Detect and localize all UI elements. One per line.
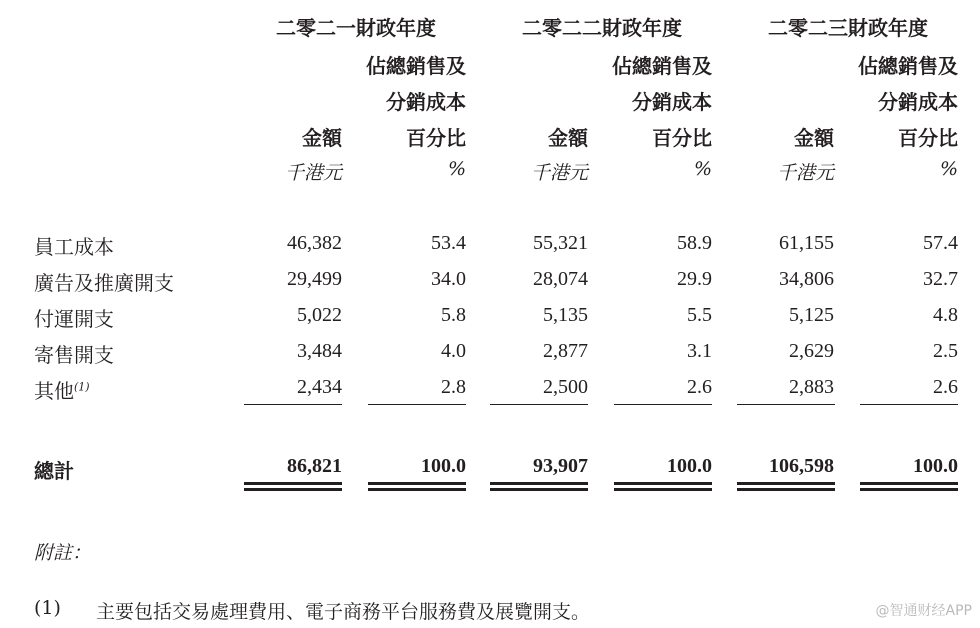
watermark: @智通财经APP	[875, 603, 972, 619]
pct-header-line2: 分銷成本	[632, 90, 712, 114]
pct-header-line1: 佔總銷售及	[858, 54, 958, 78]
notes-heading: 附註：	[34, 542, 92, 564]
unit-amount: 千港元	[776, 162, 834, 184]
total-amount-2023: 106,598	[769, 455, 834, 477]
cell-amount-2023: 2,883	[789, 376, 834, 398]
cell-pct-2022: 58.9	[677, 232, 712, 254]
cell-pct-2023: 57.4	[923, 232, 958, 254]
note-text: 主要包括交易處理費用、電子商務平台服務費及展覽開支。	[96, 601, 591, 623]
unit-amount: 千港元	[284, 162, 342, 184]
row-label: 寄售開支	[34, 343, 114, 367]
row-label: 廣告及推廣開支	[34, 271, 174, 295]
cell-pct-2022: 2.6	[687, 376, 712, 398]
pct-header-line1: 佔總銷售及	[366, 54, 466, 78]
unit-pct: %	[939, 158, 958, 180]
cell-pct-2022: 5.5	[687, 304, 712, 326]
total-pct-2023: 100.0	[913, 455, 958, 477]
cell-amount-2022: 28,074	[533, 268, 588, 290]
unit-pct: %	[693, 158, 712, 180]
pct-header-line3: 百分比	[406, 126, 466, 150]
cell-pct-2023: 32.7	[923, 268, 958, 290]
cell-amount-2021: 2,434	[297, 376, 342, 398]
cell-pct-2021: 4.0	[441, 340, 466, 362]
cell-amount-2021: 46,382	[287, 232, 342, 254]
subtotal-rule	[737, 404, 835, 405]
subtotal-rule	[368, 404, 466, 405]
total-pct-2022: 100.0	[667, 455, 712, 477]
cell-amount-2021: 29,499	[287, 268, 342, 290]
total-amount-2022: 93,907	[533, 455, 588, 477]
subtotal-rule	[860, 404, 958, 405]
cell-pct-2023: 4.8	[933, 304, 958, 326]
year-header-2023: 二零二三財政年度	[768, 16, 928, 40]
year-header-2022: 二零二二財政年度	[522, 16, 682, 40]
pct-header-line1: 佔總銷售及	[612, 54, 712, 78]
cell-amount-2021: 3,484	[297, 340, 342, 362]
total-double-rule	[244, 482, 342, 491]
unit-pct: %	[447, 158, 466, 180]
amount-header: 金額	[794, 126, 834, 150]
subtotal-rule	[614, 404, 712, 405]
cell-amount-2021: 5,022	[297, 304, 342, 326]
note-marker: (1)	[34, 597, 61, 619]
pct-header-line2: 分銷成本	[386, 90, 466, 114]
total-amount-2021: 86,821	[287, 455, 342, 477]
cell-amount-2023: 34,806	[779, 268, 834, 290]
subtotal-rule	[244, 404, 342, 405]
pct-header-line3: 百分比	[898, 126, 958, 150]
footnote-marker: (1)	[74, 380, 90, 394]
unit-amount: 千港元	[530, 162, 588, 184]
cell-amount-2023: 5,125	[789, 304, 834, 326]
total-double-rule	[860, 482, 958, 491]
total-pct-2021: 100.0	[421, 455, 466, 477]
cell-pct-2022: 3.1	[687, 340, 712, 362]
cell-amount-2022: 5,135	[543, 304, 588, 326]
row-label: 員工成本	[34, 235, 114, 259]
cell-pct-2023: 2.5	[933, 340, 958, 362]
row-label: 付運開支	[34, 307, 114, 331]
cell-pct-2022: 29.9	[677, 268, 712, 290]
cell-pct-2021: 5.8	[441, 304, 466, 326]
year-header-2021: 二零二一財政年度	[276, 16, 436, 40]
cell-pct-2021: 2.8	[441, 376, 466, 398]
total-double-rule	[614, 482, 712, 491]
row-label-text: 其他	[34, 379, 74, 403]
cell-amount-2023: 61,155	[779, 232, 834, 254]
cell-amount-2023: 2,629	[789, 340, 834, 362]
cell-pct-2021: 34.0	[431, 268, 466, 290]
cell-amount-2022: 2,877	[543, 340, 588, 362]
cell-amount-2022: 55,321	[533, 232, 588, 254]
pct-header-line2: 分銷成本	[878, 90, 958, 114]
cell-pct-2021: 53.4	[431, 232, 466, 254]
amount-header: 金額	[548, 126, 588, 150]
subtotal-rule	[490, 404, 588, 405]
total-double-rule	[490, 482, 588, 491]
cell-amount-2022: 2,500	[543, 376, 588, 398]
amount-header: 金額	[302, 126, 342, 150]
cell-pct-2023: 2.6	[933, 376, 958, 398]
total-label: 總計	[34, 459, 74, 483]
total-double-rule	[368, 482, 466, 491]
pct-header-line3: 百分比	[652, 126, 712, 150]
total-double-rule	[737, 482, 835, 491]
row-label	[34, 375, 90, 404]
